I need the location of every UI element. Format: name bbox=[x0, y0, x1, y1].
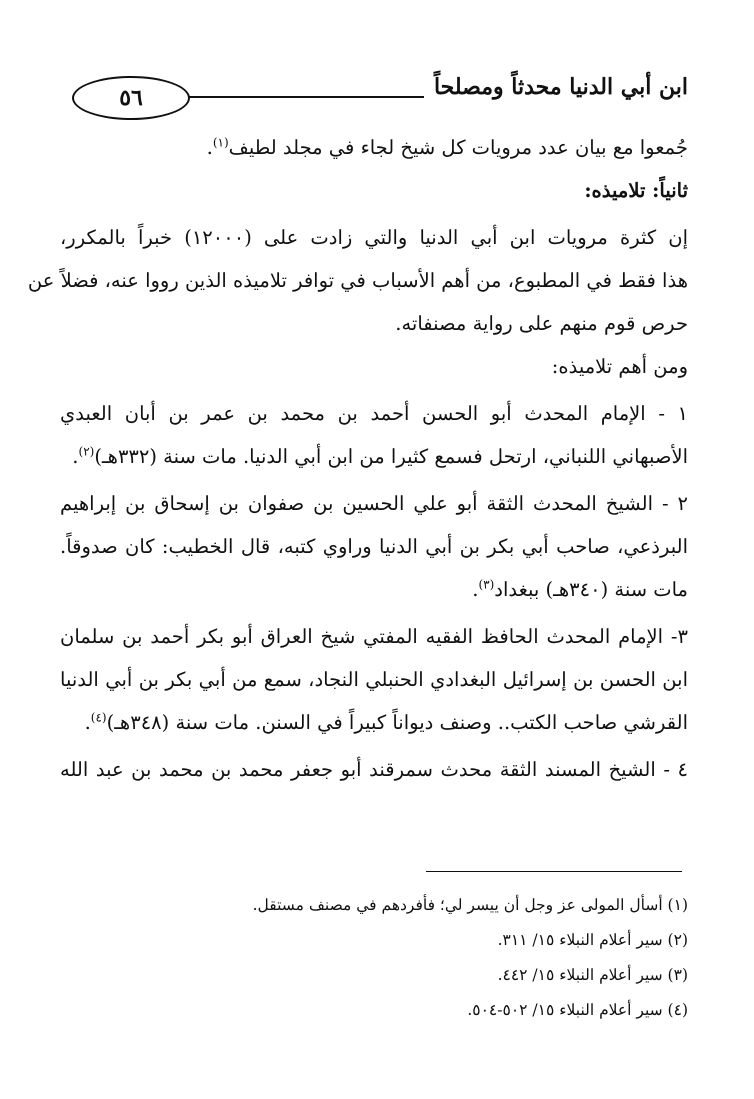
footnote-3: (٣) سير أعلام النبلاء ١٥/ ٤٤٢. bbox=[497, 966, 688, 984]
body-line-14: القرشي صاحب الكتب.. وصنف ديواناً كبيراً في السنن. مات سنة (٣٤٨هـ)$^{(٤)}$. bbox=[84, 710, 688, 734]
footnotes bbox=[60, 888, 688, 1028]
section-heading: ثانياً: تلاميذه: bbox=[584, 179, 688, 202]
body-line-3: إن كثرة مرويات ابن أبي الدنيا والتي زادت على (١٢٠٠٠) خبراً بالمكرر، bbox=[60, 226, 688, 249]
body-line-4: هذا فقط في المطبوع، من أهم الأسباب في توافر تلاميذه الذين رووا عنه، فضلاً عن bbox=[27, 269, 688, 292]
body-line-5: حرص قوم منهم على رواية مصنفاته. bbox=[395, 312, 688, 335]
page-header bbox=[48, 72, 688, 122]
body-line-15: ٤ - الشيخ المسند الثقة محدث سمرقند أبو جعفر محمد بن محمد بن عبد الله bbox=[60, 758, 688, 781]
body-text bbox=[27, 126, 688, 791]
page-number-oval bbox=[72, 76, 190, 120]
page-number: ٥٦ bbox=[119, 85, 143, 111]
body-line-8: الأصبهاني اللنباني، ارتحل فسمع كثيرا من ابن أبي الدنيا. مات سنة (٣٣٢هـ)$^{(٢)}$. bbox=[72, 444, 688, 468]
footnote-ref: (٤) bbox=[90, 710, 107, 725]
body-line-13: ابن الحسن بن إسرائيل البغدادي الحنبلي النجاد، سمع من أبي بكر بن أبي الدنيا bbox=[60, 668, 688, 691]
footnote-2: (٢) سير أعلام النبلاء ١٥/ ٣١١. bbox=[497, 931, 688, 949]
subheading: ومن أهم تلاميذه: bbox=[551, 355, 688, 378]
footnote-4: (٤) سير أعلام النبلاء ١٥/ ٥٠٢-٥٠٤. bbox=[467, 1001, 688, 1019]
body-line-7: ١ - الإمام المحدث أبو الحسن أحمد بن محمد بن عمر بن أبان العبدي bbox=[60, 402, 688, 425]
body-line-11: مات سنة (٣٤٠هـ) ببغداد$^{(٣)}$. bbox=[472, 577, 688, 601]
footnote-ref: (٣) bbox=[478, 577, 495, 592]
body-line-1: جُمعوا مع بيان عدد مرويات كل شيخ لجاء في مجلد لطيف$^{(١)}$. bbox=[206, 135, 688, 159]
footnote-1: (١) أسأل المولى عز وجل أن ييسر لي؛ فأفردهم في مصنف مستقل. bbox=[252, 896, 688, 914]
footnote-rule bbox=[426, 871, 682, 872]
running-title: ابن أبي الدنيا محدثاً ومصلحاً bbox=[424, 74, 688, 100]
body-line-9: ٢ - الشيخ المحدث الثقة أبو علي الحسين بن صفوان بن إسحاق بن إبراهيم bbox=[60, 492, 688, 515]
body-line-12: ٣- الإمام المحدث الحافظ الفقيه المفتي شيخ العراق أبو بكر أحمد بن سلمان bbox=[60, 625, 688, 648]
footnote-ref: (١) bbox=[212, 135, 229, 150]
body-line-10: البرذعي، صاحب أبي بكر بن أبي الدنيا وراوي كتبه، قال الخطيب: كان صدوقاً. bbox=[60, 535, 688, 558]
footnote-ref: (٢) bbox=[78, 444, 95, 459]
